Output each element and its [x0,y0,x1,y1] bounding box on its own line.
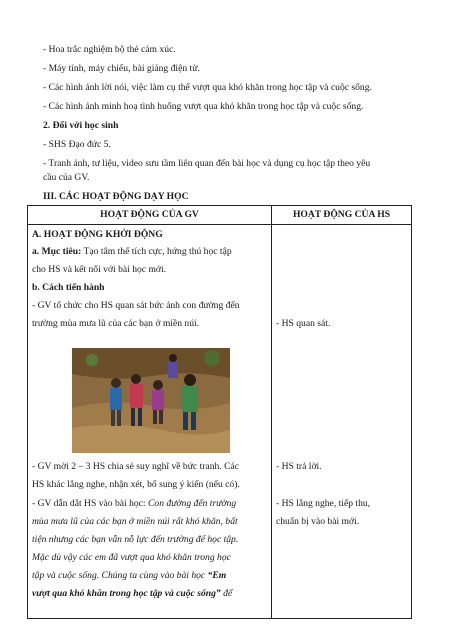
step3-prefix: - GV dẫn dắt HS vào bài học: [32,498,148,509]
activity-title: A. HOẠT ĐỘNG KHỞI ĐỘNG [32,229,163,240]
step3-italic: tập và cuộc sống. Chúng ta cùng vào bài học [32,570,208,581]
goal-text: Tạo tâm thế tích cực, hứng thú học tập [81,246,232,257]
step-line [32,495,267,513]
section-heading: III. CÁC HOẠT ĐỘNG DẠY HỌC [43,191,189,202]
material-item: cầu của GV. [43,172,90,183]
hs-step: - HS lắng nghe, tiếp thu, [276,498,371,509]
step-line [32,585,267,603]
step-line: tiện nhưng các bạn vẫn nỗ lực đến trường để học tập. [32,534,239,545]
step-line: - GV mời 2 – 3 HS chia sẻ suy nghĩ về bức tranh. Các [32,461,240,472]
student-activity-cell [272,225,412,619]
material-item: - Hoa trắc nghiệm bộ thẻ cảm xúc. [43,44,176,55]
step-line: Mặc dù vậy các em đã vượt qua khó khăn trong học [32,552,231,563]
goal-line [32,243,267,261]
step-line: mùa mưa lũ của các bạn ở miền núi rất khó khăn, bất [32,516,238,527]
step3-tail: để [220,588,233,599]
goal-line: cho HS và kết nối với bài học mới. [32,264,167,275]
section-heading: 2. Đối với học sinh [43,120,119,131]
header-student-activity: HOẠT ĐỘNG CỦA HS [272,206,412,225]
step-line: HS khác lắng nghe, nhận xét, bổ sung ý kiến (nếu có). [32,479,240,490]
teacher-activity-cell [28,225,272,619]
goal-label: a. Mục tiêu: [32,246,82,257]
material-item: - Tranh ảnh, tư liệu, video sưu tầm liên quan đến bài học và dụng cụ học tập theo yêu [43,158,371,169]
material-item: - Các hình ảnh lời nói, việc làm cụ thể vượt qua khó khăn trong học tập và cuộc sống. [43,82,372,93]
hs-step: - HS trả lời. [276,461,322,472]
lesson-title: “Em [207,570,227,581]
material-item: - Máy tính, máy chiếu, bài giảng điện tử. [43,63,200,74]
lesson-title: vượt qua khó khăn trong học tập và cuộc sống” [32,588,221,599]
step-line: - GV tổ chức cho HS quan sát bức ảnh con đường đến [32,300,240,311]
material-item: - Các hình ảnh minh hoạ tình huống vượt qua khó khăn trong học tập và cuộc sống. [43,101,364,112]
mountain-road-photo [72,348,230,453]
table-header-row [28,206,412,225]
hs-step: chuẩn bị vào bài mới. [276,516,360,527]
header-teacher-activity: HOẠT ĐỘNG CỦA GV [28,206,272,225]
step-line [32,567,267,585]
step3-italic: Con đường đến trường [148,498,237,509]
lesson-plan-table [27,205,412,619]
table-row [28,225,412,619]
hs-step: - HS quan sát. [276,318,331,329]
material-item: - SHS Đạo đức 5. [43,139,111,150]
step-line: trường mùa mưa lũ của các bạn ở miền núi. [32,318,200,329]
procedure-label: b. Cách tiến hành [32,282,105,293]
